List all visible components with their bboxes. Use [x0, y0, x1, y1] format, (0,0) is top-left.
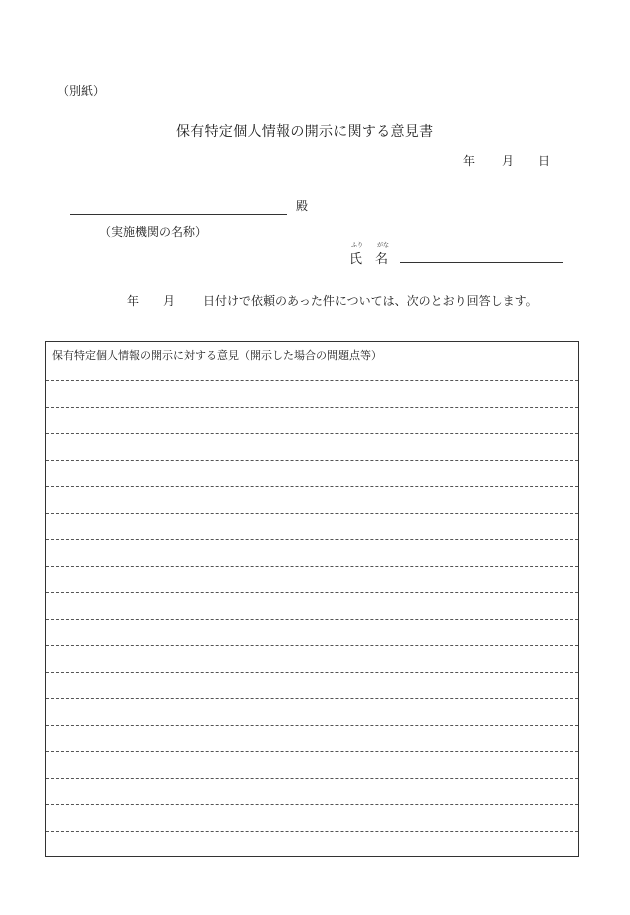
opinion-writing-line	[46, 380, 578, 381]
opinion-writing-line	[46, 460, 578, 461]
opinion-writing-line	[46, 751, 578, 752]
date-year-label: 年	[463, 154, 476, 168]
body-text: 日付けで依頼のあった件については、次のとおり回答します。	[203, 294, 538, 308]
addressee-input-line[interactable]	[70, 214, 287, 215]
opinion-writing-line	[46, 804, 578, 805]
opinion-writing-line	[46, 486, 578, 487]
date-month-label: 月	[502, 154, 515, 168]
name-label-shi: 氏	[349, 252, 363, 267]
furigana-label-2: がな	[377, 242, 390, 249]
opinion-writing-line	[46, 539, 578, 540]
opinion-writing-line	[46, 592, 578, 593]
opinion-heading: 保有特定個人情報の開示に対する意見（開示した場合の問題点等）	[52, 349, 382, 362]
opinion-writing-line	[46, 619, 578, 620]
opinion-writing-line	[46, 672, 578, 673]
opinion-writing-line	[46, 831, 578, 832]
opinion-writing-line	[46, 407, 578, 408]
body-year-label: 年	[127, 294, 140, 308]
addressee-honorific: 殿	[296, 199, 309, 213]
document-title: 保有特定個人情報の開示に関する意見書	[176, 124, 434, 140]
date-day-label: 日	[538, 154, 551, 168]
institution-name-caption: （実施機関の名称）	[99, 225, 208, 239]
furigana-label-1: ふり	[351, 242, 364, 249]
attachment-label: （別紙）	[57, 84, 106, 98]
opinion-writing-line	[46, 698, 578, 699]
opinion-writing-line	[46, 645, 578, 646]
opinion-writing-line	[46, 725, 578, 726]
name-input-line[interactable]	[400, 262, 563, 263]
opinion-writing-line	[46, 778, 578, 779]
name-label-mei: 名	[375, 252, 389, 267]
opinion-writing-line	[46, 566, 578, 567]
opinion-writing-line	[46, 433, 578, 434]
opinion-writing-line	[46, 513, 578, 514]
body-month-label: 月	[163, 294, 176, 308]
opinion-box[interactable]	[45, 341, 579, 857]
